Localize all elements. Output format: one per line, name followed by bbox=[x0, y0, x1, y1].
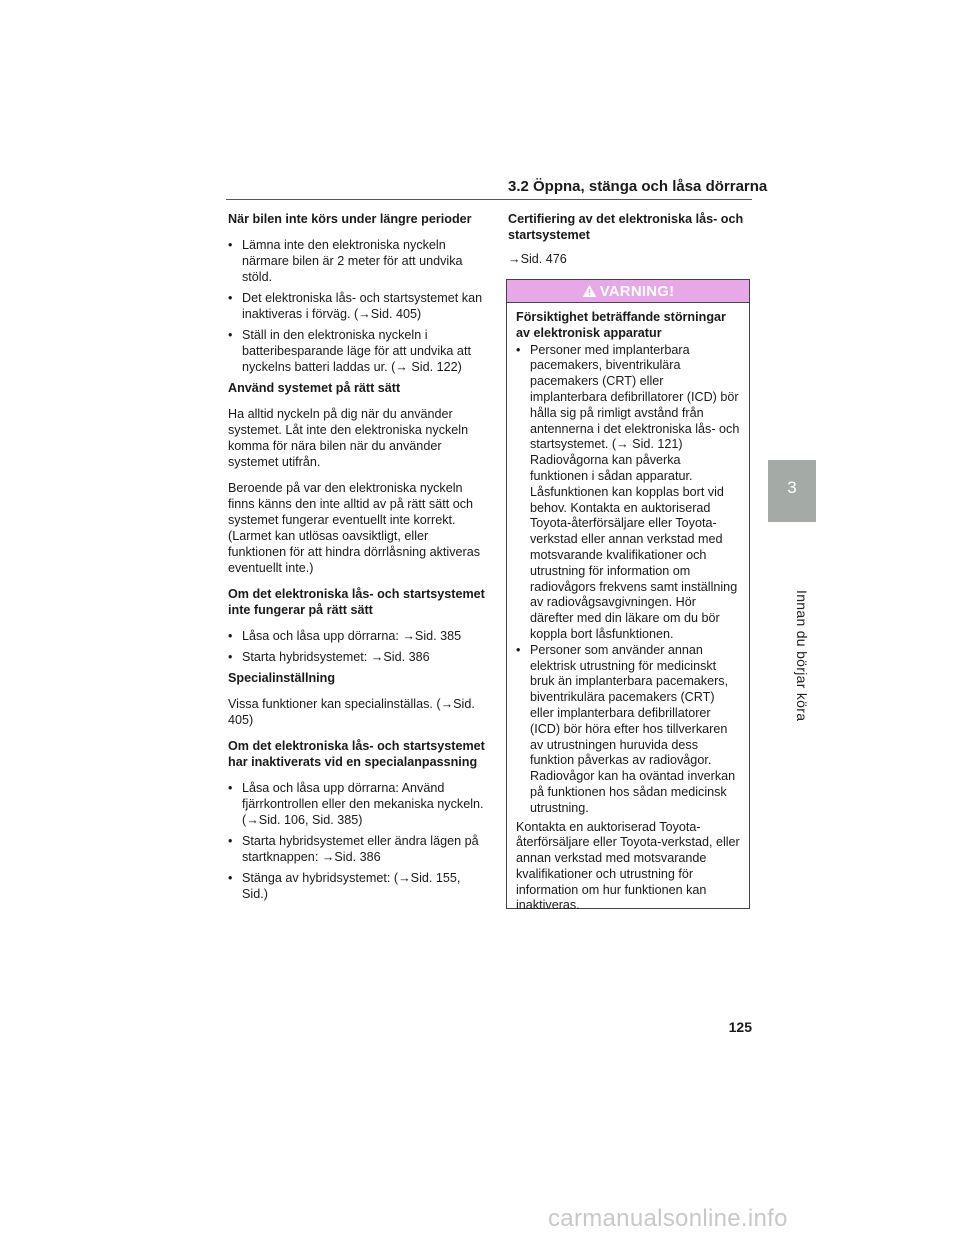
section-heading-correct-use: Använd systemet på rätt sätt bbox=[228, 381, 401, 395]
warning-heading: Försiktighet beträffande störningar av elektronisk apparatur bbox=[516, 310, 726, 340]
left-column bbox=[228, 211, 486, 907]
section-heading-certification: Certifiering av det elektroniska lås- och startsystemet bbox=[508, 212, 744, 242]
warning-body bbox=[507, 303, 749, 914]
section-heading-malfunction: Om det elektroniska lås- och startsystemet inte fungerar på rätt sätt bbox=[228, 587, 485, 617]
section-heading-deactivated: Om det elektroniska lås- och startsystemet har inaktiverats vid en specialanpassning bbox=[228, 739, 485, 769]
section-heading-customization: Specialinställning bbox=[228, 671, 336, 685]
list-item: • Starta hybridsystemet: →Sid. 386 bbox=[228, 649, 486, 665]
header-divider bbox=[226, 199, 752, 200]
section-heading-long-periods: När bilen inte körs under längre perioder bbox=[228, 212, 472, 226]
list-item: • Låsa och låsa upp dörrarna: →Sid. 385 bbox=[228, 628, 486, 644]
paragraph: Vissa funktioner kan specialinställas. (→Sid. 405) bbox=[228, 697, 475, 727]
list-item: • Ställ in den elektroniska nyckeln i batteribesparande läge för att undvika att nyckelns batteri laddas ur. (→ Sid. 122) bbox=[228, 327, 486, 375]
warning-triangle-icon bbox=[582, 284, 597, 298]
paragraph: Ha alltid nyckeln på dig när du använder systemet. Låt inte den elektroniska nyckeln komma för nära bilen när du använder systemet utifrån. bbox=[228, 407, 469, 469]
list-item: • Låsa och låsa upp dörrarna: Använd fjärrkontrollen eller den mekaniska nyckeln. (→Sid. 106, Sid. 385) bbox=[228, 780, 486, 828]
page-number: 125 bbox=[728, 1019, 752, 1035]
list-item: • Stänga av hybridsystemet: (→Sid. 155, Sid.) bbox=[228, 870, 486, 902]
warning-label: VARNING! bbox=[599, 282, 675, 300]
section-title: 3.2 Öppna, stänga och låsa dörrarna bbox=[508, 178, 768, 195]
right-column bbox=[508, 211, 752, 277]
warning-box bbox=[506, 279, 750, 913]
chapter-number: 3 bbox=[787, 478, 797, 497]
warning-list-item: • Personer med implanterbara pacemakers, biventrikulära pacemakers (CRT) eller implanterbara defibrillatorer (ICD) bör hålla sig på rimligt avstånd från antennerna i det elektroniska lås- och startsystemet. (→ Sid. 121) Radiovågorna kan påverka funktionen i sådan apparatur. Låsfunktionen kan kopplas bort vid behov. Kontakta en auktoriserad Toyota-återförsäljare eller Toyota-verkstad eller annan verkstad med motsvarande kvalifikationer och utrustning för information om radiovågors frekvens samt inställning av radiovågsavgivningen. Hör därefter med din läkare om du bör koppla bort låsfunktionen. bbox=[516, 343, 740, 643]
list-item: • Starta hybridsystemet eller ändra lägen på startknappen: →Sid. 386 bbox=[228, 833, 486, 865]
reference-link[interactable]: →Sid. 476 bbox=[508, 252, 567, 266]
list-item: • Det elektroniska lås- och startsystemet kan inaktiveras i förväg. (→Sid. 405) bbox=[228, 290, 486, 322]
watermark: carmanualsonline.info bbox=[548, 1205, 788, 1232]
list-item: • Lämna inte den elektroniska nyckeln närmare bilen är 2 meter för att undvika stöld. bbox=[228, 237, 486, 285]
warning-closing-paragraph: Kontakta en auktoriserad Toyota-återförsäljare eller Toyota-verkstad, eller annan verkstad med motsvarande kvalifikationer och utrustning för information om hur funktionen kan inaktiveras. bbox=[516, 819, 740, 913]
warning-header bbox=[507, 280, 749, 303]
chapter-title: Innan du börjar köra bbox=[794, 590, 810, 722]
warning-list-item: • Personer som använder annan elektrisk utrustning för medicinskt bruk än implanterbara pacemakers, biventrikulära pacemakers (CRT) eller implanterbara defibrillatorer (ICD) bör höra efter hos tillverkaren av utrustningen huruvida dess funktion påverkas av radiovågor. Radiovågor kan ha oväntad inverkan på funktionen hos sådan medicinsk utrustning. bbox=[516, 643, 740, 817]
paragraph: Beroende på var den elektroniska nyckeln finns känns den inte alltid av på rätt sätt och systemet fungerar eventuellt inte korrekt. (Larmet kan utlösas oavsiktligt, eller funktionen för att hindra dörrlåsning aktiveras eventuellt inte.) bbox=[228, 481, 481, 575]
